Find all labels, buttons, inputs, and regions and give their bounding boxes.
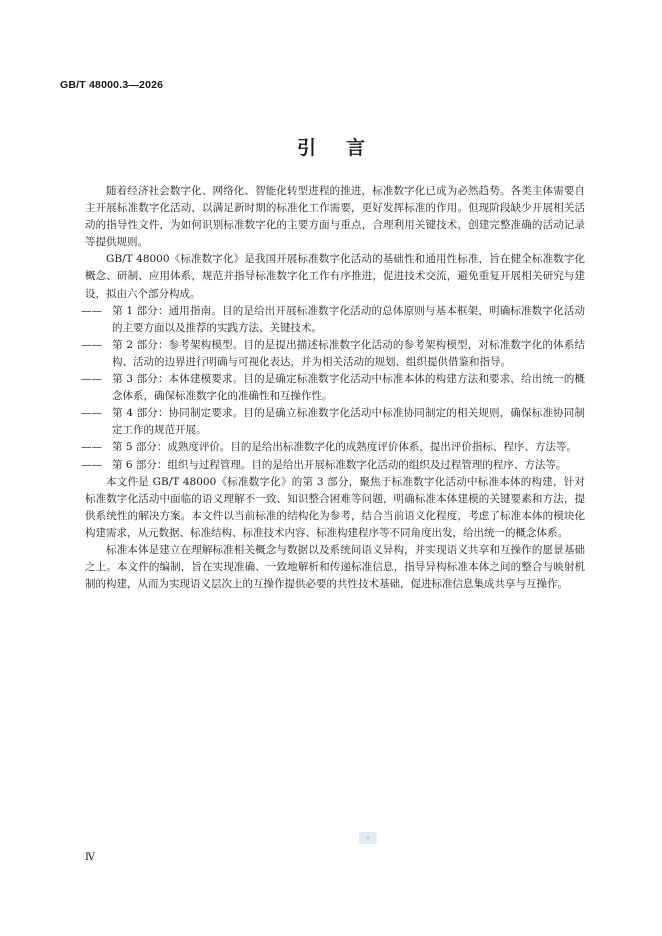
paragraph-intro-1: 随着经济社会数字化、网络化、智能化转型进程的推进，标准数字化已成为必然趋势。各类主体需要自主开展标准数字化活动，以满足新时期的标准化工作需要，更好发挥标准的作用。但现阶段缺少开展相关活动的指导性文件，为如何识别标准数字化的主要方面与重点，合理利用关键技术，创建完整准确的活动记录等提供规则。 [85,185,585,249]
body-text [81,183,585,593]
list-dash: —— [81,304,102,317]
list-item-part-6 [81,457,585,474]
page-title: 引言 [296,137,395,159]
list-item-text: 第 3 部分：本体建模要求。目的是确定标准数字化活动中标准本体的构建方法和要求，给出统一的概念体系，确保标准数字化的准确性和互操作性。 [112,373,585,403]
page-number: Ⅳ [85,852,95,863]
standard-code: GB/T 48000.3—2026 [60,79,164,91]
list-dash: —— [81,373,102,386]
list-item-part-1 [81,303,585,337]
watermark-logo: ◆ [359,832,377,844]
list-item-text: 第 1 部分：通用指南。目的是给出开展标准数字化活动的总体原则与基本框架，明确标准数字化活动的主要方面以及推荐的实践方法、关键技术。 [112,304,585,334]
paragraph-closing-2: 标准本体是建立在理解标准相关概念与数据以及系统间语义异构，并实现语义共享和互操作的愿景基础之上。本文件的编制，旨在实现准确、一致地解析和传递标准信息，指导异构标准本体之间的整合与映射机制的构建，从而为实现语义层次上的互操作提供必要的共性技术基础，促进标准信息集成共享与互操作。 [85,543,585,591]
paragraph-closing-1: 本文件是 GB/T 48000《标准数字化》的第 3 部分，聚焦于标准数字化活动中标准本体的构建，针对标准数字化活动中面临的语义理解不一致、知识整合困难等问题，明确标准本体建模的关键要素和方法，提供系统性的解决方案。本文件以当前标准的结构化为参考，结合当前语义化程度，考虑了标准本体的模块化构建需求，从元数据、标准结构、标准技术内容、标准构建程序等不同角度出发，给出统一的概念体系。 [85,475,585,539]
list-dash: —— [81,441,102,454]
list-item-part-4 [81,405,585,439]
list-item-text: 第 4 部分：协同制定要求。目的是确立标准数字化活动中标准协同制定的相关规则，确保标准协同制定工作的规范开展。 [112,407,585,437]
list-item-text: 第 5 部分：成熟度评价。目的是给出标准数字化的成熟度评价体系，提出评价指标、程序、方法等。 [112,441,577,454]
list-dash: —— [81,338,102,351]
list-dash: —— [81,458,102,471]
paragraph-intro-2: GB/T 48000《标准数字化》是我国开展标准数字化活动的基础性和通用性标准，旨在健全标准数字化概念、研制、应用体系，规范并指导标准数字化工作有序推进，促进技术交流，避免重复开展相关研究与建设，拟由六个部分构成。 [85,253,585,300]
list-item-part-2 [81,337,585,371]
list-item-text: 第 2 部分：参考架构模型。目的是提出描述标准数字化活动的参考架构模型，对标准数字化的体系结构、活动的边界进行明确与可视化表达，并为相关活动的规划、组织提供借鉴和指导。 [112,338,585,368]
list-item-text: 第 6 部分：组织与过程管理。目的是给出开展标准数字化活动的组织及过程管理的程序、方法等。 [112,458,567,471]
list-item-part-3 [81,371,585,405]
list-item-part-5 [81,439,585,456]
list-dash: —— [81,407,102,420]
